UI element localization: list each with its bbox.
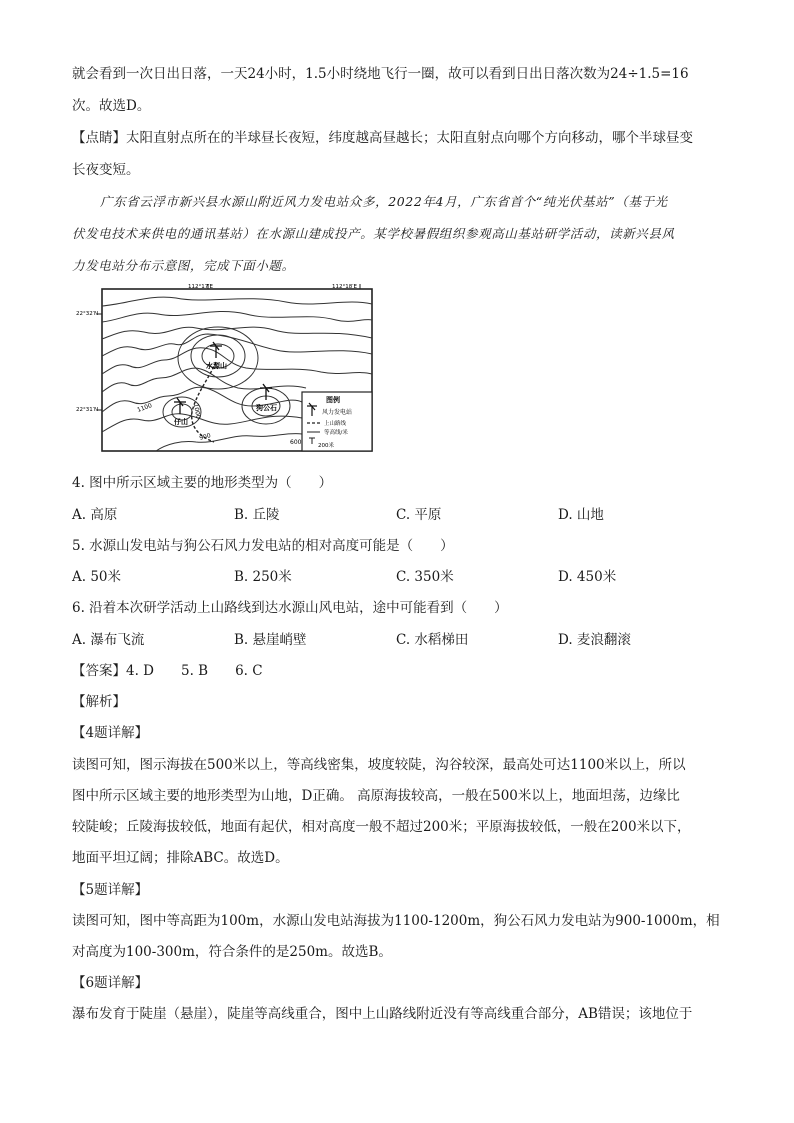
question-stem: 4. 图中所示区域主要的地形类型为（ ）	[72, 475, 333, 491]
option-c: C. 水稻梯田	[396, 632, 469, 648]
option-d: D. 麦浪翻滚	[558, 632, 631, 648]
contour-map	[76, 284, 378, 458]
detail-line: 对高度为100-300m，符合条件的是250m。故选B。	[72, 944, 392, 960]
option-a: A. 瀑布飞流	[72, 632, 145, 648]
lon-label: 112°17′E	[188, 284, 213, 290]
material-line: 力发电站分布示意图，完成下面小题。	[72, 258, 295, 273]
option-d: D. 山地	[558, 507, 604, 523]
contour-label: 600	[290, 439, 302, 446]
lon-label: 112°18′E	[332, 284, 357, 290]
tip-line: 长夜变短。	[72, 162, 140, 178]
svg-text:等高线/米: 等高线/米	[324, 430, 348, 436]
lat-label: 22°32′N	[76, 311, 99, 317]
answer-line: 【答案】4. D 5. B 6. C	[72, 663, 263, 679]
map-legend	[302, 392, 372, 451]
detail-heading: 【5题详解】	[72, 882, 149, 898]
detail-heading: 【4题详解】	[72, 725, 149, 741]
place-label: 仔山	[174, 418, 188, 426]
option-b: B. 悬崖峭壁	[234, 632, 307, 648]
detail-line: 读图可知，图中等高距为100m，水源山发电站海拔为1100-1200m，狗公石风力发电站为900-1000m，相	[72, 913, 720, 929]
analysis-heading: 【解析】	[72, 694, 126, 710]
text-line: 就会看到一次日出日落，一天24小时，1.5小时绕地飞行一圈，故可以看到日出日落次数为24÷1.5=16	[72, 66, 689, 82]
detail-line: 较陡峻；丘陵海拔较低，地面有起伏，相对高度一般不超过200米；平原海拔较低，一般在200米以下，	[72, 819, 691, 835]
option-a: A. 50米	[72, 569, 122, 585]
question-stem: 5. 水源山发电站与狗公石风力发电站的相对高度可能是（ ）	[72, 538, 454, 554]
question-stem: 6. 沿着本次研学活动上山路线到达水源山风电站，途中可能看到（ ）	[72, 600, 508, 616]
contour-label: 900	[198, 432, 212, 442]
svg-text:风力发电站: 风力发电站	[322, 409, 353, 416]
option-c: C. 350米	[396, 569, 454, 585]
contour-label: 1100	[136, 402, 154, 414]
svg-text:上山路线: 上山路线	[324, 421, 347, 427]
svg-text:200米: 200米	[318, 443, 334, 449]
lat-label: 22°31′N	[76, 407, 99, 413]
svg-text:图例: 图例	[326, 396, 340, 404]
option-c: C. 平原	[396, 507, 442, 523]
option-d: D. 450米	[558, 569, 617, 585]
place-label: 狗公石	[256, 404, 277, 412]
detail-line: 读图可知，图示海拔在500米以上，等高线密集，坡度较陡，沟谷较深，最高处可达1100米以上，所以	[72, 757, 686, 773]
detail-line: 地面平坦辽阔；排除ABC。故选D。	[72, 850, 289, 866]
option-a: A. 高原	[72, 507, 118, 523]
detail-line: 图中所示区域主要的地形类型为山地，D正确。 高原海拔较高，一般在500米以上，地面坦荡，边缘比	[72, 788, 680, 804]
option-b: B. 丘陵	[234, 507, 280, 523]
place-label: 水源山	[206, 362, 227, 370]
text-line: 次。故选D。	[72, 98, 151, 114]
detail-line: 瀑布发育于陡崖（悬崖），陡崖等高线重合，图中上山路线附近没有等高线重合部分，AB错误；该地位于	[72, 1006, 693, 1022]
option-b: B. 250米	[234, 569, 292, 585]
material-line: 广东省云浮市新兴县水源山附近风力发电站众多，2022年4月，广东省首个“纯光伏基站”（基于光	[100, 194, 668, 209]
tip-line: 【点睛】太阳直射点所在的半球昼长夜短，纬度越高昼越长；太阳直射点向哪个方向移动，哪个半球昼变	[72, 130, 693, 146]
contour-label: 1000	[192, 403, 202, 420]
material-line: 伏发电技术来供电的通讯基站）在水源山建成投产。某学校暑假组织参观高山基站研学活动，读新兴县风	[72, 226, 675, 241]
detail-heading: 【6题详解】	[72, 975, 149, 991]
